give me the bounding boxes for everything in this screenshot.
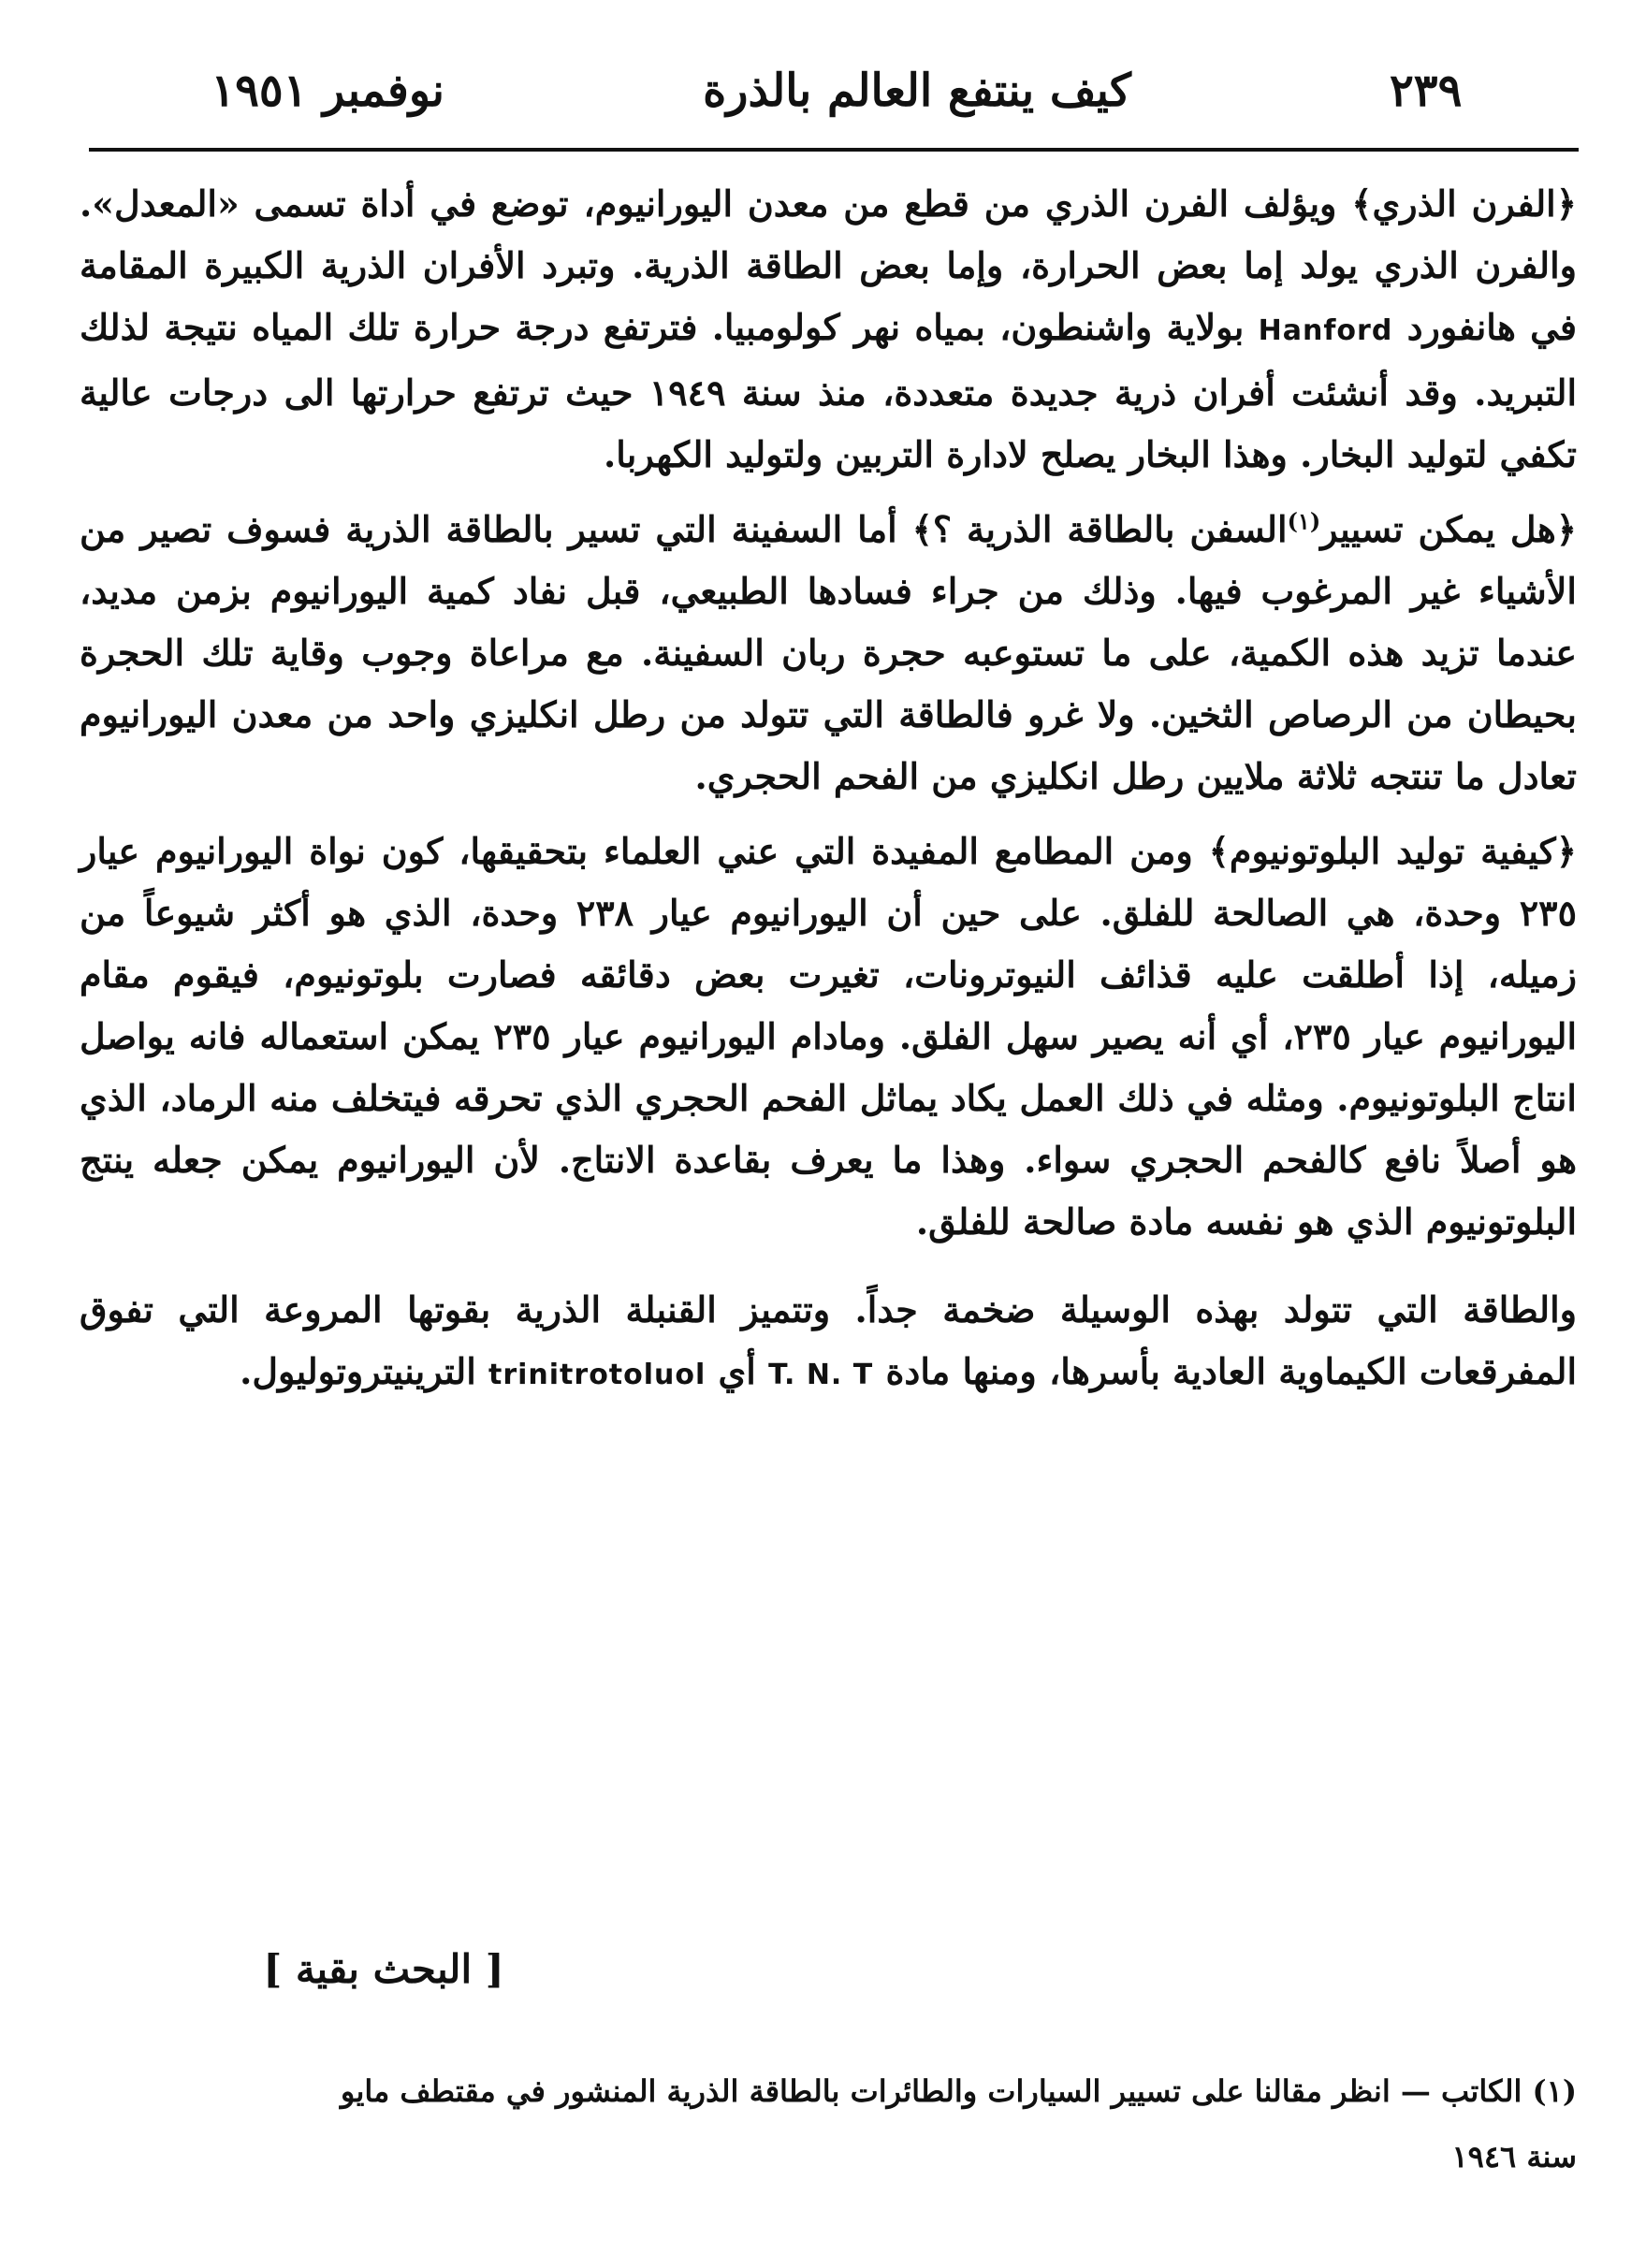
- footnote: [80, 2058, 1577, 2189]
- paragraph-atomic-ships: [80, 499, 1577, 807]
- latin-term-hanford: Hanford: [1258, 314, 1393, 347]
- section-lead-atomic-furnace: ﴿الفرن الذري﴾: [1351, 182, 1577, 225]
- header-rule: [89, 148, 1579, 152]
- page-number: ٢٣٩: [1390, 65, 1463, 117]
- paragraph-text: ويؤلف الفرن الذري من قطع من معدن اليورانيوم، توضع في أداة تسمى «المعدل». والفرن الذري يولد إما بعض الحرارة، وإما بعض الطاقة الذرية. وتبرد الأفران الذرية الكبيرة المقامة في هانفورد: [80, 182, 1578, 348]
- footnote-line-2: سنة ١٩٤٦: [1451, 2139, 1577, 2174]
- paragraph-plutonium: [80, 821, 1577, 1253]
- section-lead-atomic-ships: ﴿هل يمكن تسيير: [1320, 508, 1578, 550]
- paragraph-text-end: الترينيتروتوليول.: [240, 1350, 476, 1392]
- footnote-line-1: (١) الكاتب — انظر مقالنا على تسيير السيارات والطائرات بالطاقة الذرية المنشور في مقتطف مايو: [340, 2073, 1577, 2109]
- paragraph-atomic-furnace: [80, 173, 1577, 486]
- article-body: [80, 173, 1577, 1419]
- paragraph-text: أما السفينة التي تسير بالطاقة الذرية فسوف تصير من الأشياء غير المرغوب فيها. وذلك من جراء فسادها الطبيعي، قبل نفاد كمية اليورانيوم بزمن مديد، عندما تزيد هذه الكمية، على ما تستوعبه حجرة ربان السفينة. مع مراعاة وجوب وقاية تلك الحجرة بحيطان من الرصاص الثخين. ولا غرو فالطاقة التي تتولد من رطل انكليزي واحد من معدن اليورانيوم تعادل ما تنتجه ثلاثة ملايين رطل انكليزي من الفحم الحجري.: [80, 508, 1577, 797]
- header-date: نوفمبر ١٩٥١: [211, 65, 444, 117]
- paragraph-text: والطاقة التي تتولد بهذه الوسيلة ضخمة جداً. وتتميز القنبلة الذرية بقوتها المروعة التي تفوق المفرقعات الكيماوية العادية بأسرها، ومنها مادة: [80, 1288, 1577, 1392]
- paragraph-energy: [80, 1279, 1577, 1406]
- footnote-marker: (١): [1287, 507, 1321, 535]
- header-title: كيف ينتفع العالم بالذرة: [703, 65, 1131, 117]
- latin-term-trinitrotoluol: trinitrotoluol: [488, 1359, 706, 1391]
- section-lead-atomic-ships-cont: السفن بالطاقة الذرية ؟﴾: [911, 508, 1288, 550]
- paragraph-text-cont: بولاية واشنطون، بمياه نهر كولومبيا. فترتفع درجة حرارة تلك المياه نتيجة لذلك التبريد. وقد أنشئت أفران ذرية جديدة متعددة، منذ سنة ١٩٤٩ حيث ترتفع حرارتها الى درجات عالية تكفي لتوليد البخار. وهذا البخار يصلح لادارة التربين ولتوليد الكهربا.: [80, 306, 1577, 475]
- page-header: [89, 49, 1577, 133]
- section-lead-plutonium: ﴿كيفية توليد البلوتونيوم﴾: [1208, 830, 1578, 872]
- paragraph-text-cont: أي: [718, 1350, 756, 1392]
- latin-term-tnt: T. N. T: [768, 1359, 874, 1391]
- paragraph-text: ومن المطامع المفيدة التي عني العلماء بتحقيقها، كون نواة اليورانيوم عيار ٢٣٥ وحدة، هي الصالحة للفلق. على حين أن اليورانيوم عيار ٢٣٨ وحدة، الذي هو أكثر شيوعاً من زميله، إذا أطلقت عليه قذائف النيوترونات، تغيرت بعض دقائقه فصارت بلوتونيوم، فيقوم مقام اليورانيوم عيار ٢٣٥، أي أنه يصير سهل الفلق. ومادام اليورانيوم عيار ٢٣٥ يمكن استعماله فانه يواصل انتاج البلوتونيوم. ومثله في ذلك العمل يكاد يماثل الفحم الحجري الذي تحرقه فيتخلف منه الرماد، الذي هو أصلاً نافع كالفحم الحجري سواء. وهذا ما يعرف بقاعدة الانتاج. لأن اليورانيوم يمكن جعله ينتج البلوتونيوم الذي هو نفسه مادة صالحة للفلق.: [80, 830, 1578, 1243]
- continued-note: [ البحث بقية ]: [263, 1946, 504, 1992]
